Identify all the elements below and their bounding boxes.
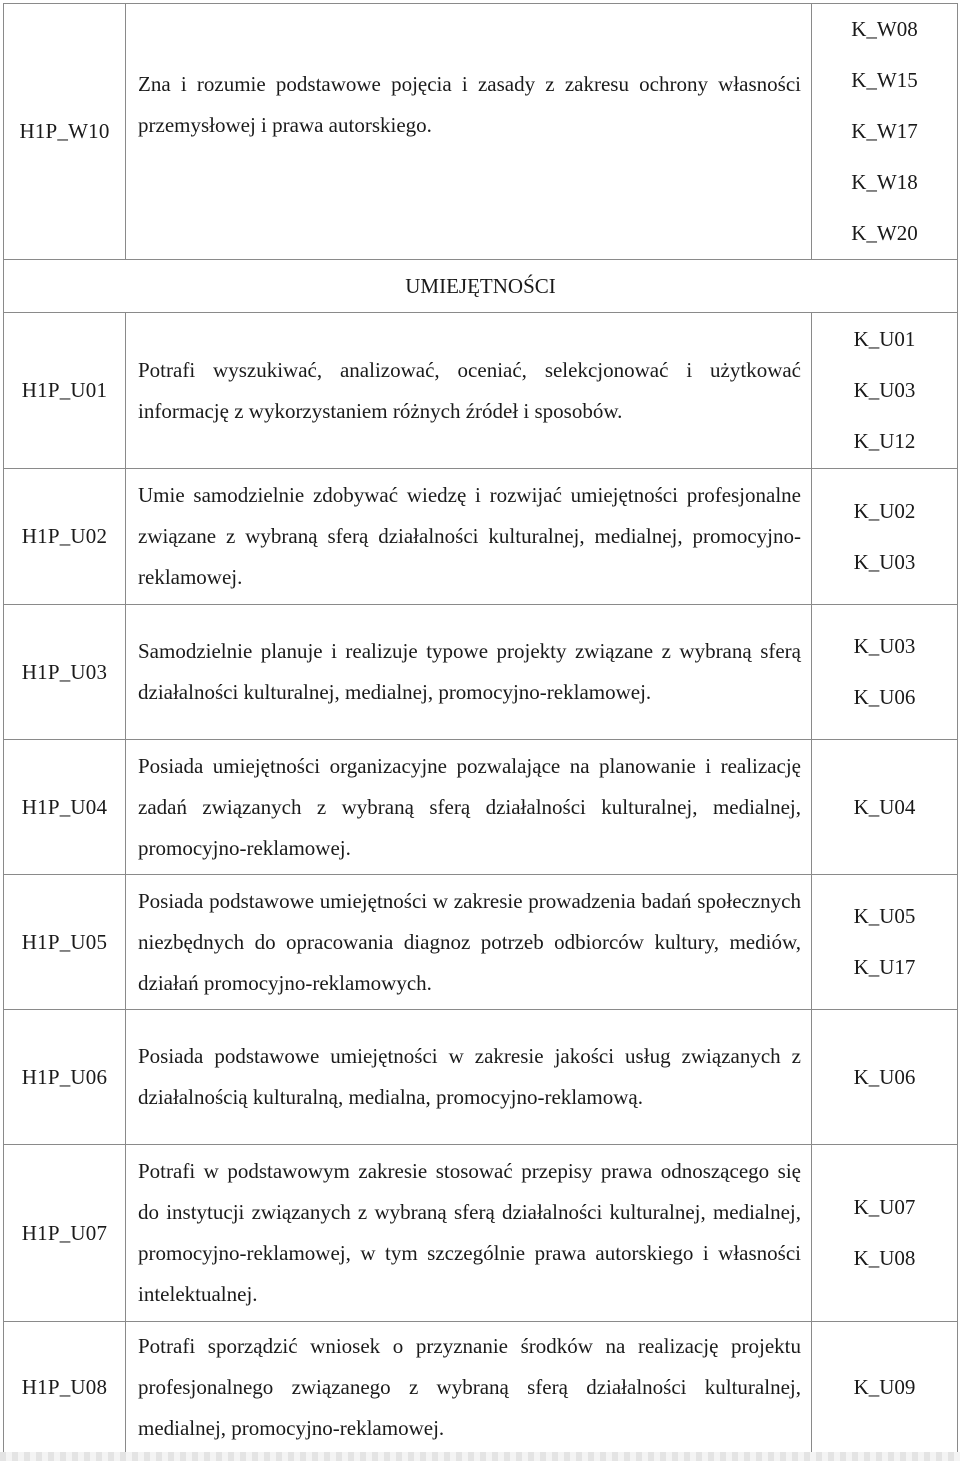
reference-code: K_U07: [853, 1195, 916, 1219]
outcome-description: Posiada podstawowe umiejętności w zakresie jakości usług związanych z działalnością kulturalną, medialna, promocyjno-reklamową.: [126, 1010, 812, 1145]
outcome-code: H1P_U08: [4, 1322, 126, 1454]
reference-code: K_U06: [853, 1064, 916, 1089]
outcome-description: Potrafi sporządzić wniosek o przyznanie środków na realizację projektu profesjonalnego związanego z wybraną sferą działalności kulturalnej, medialnej, promocyjno-reklamowej.: [126, 1322, 812, 1454]
outcome-description: Potrafi w podstawowym zakresie stosować przepisy prawa odnoszącego się do instytucji związanych z wybraną sferą działalności kulturalnej, medialnej, promocyjno-reklamowej, w tym szczególnie prawa autorskiego i własności intelektualnej.: [126, 1145, 812, 1322]
outcome-description: Potrafi wyszukiwać, analizować, oceniać, selekcjonować i użytkować informację z wykorzystaniem różnych źródeł i sposobów.: [126, 313, 812, 469]
reference-code: K_W18: [851, 170, 918, 194]
outcome-description: Samodzielnie planuje i realizuje typowe projekty związane z wybraną sferą działalności kulturalnej, medialnej, promocyjno-reklamowej.: [126, 605, 812, 740]
outcome-references: [812, 875, 958, 1010]
learning-outcomes-document: [3, 3, 958, 1454]
reference-code: K_W08: [851, 17, 918, 41]
outcome-description: Posiada podstawowe umiejętności w zakresie prowadzenia badań społecznych niezbędnych do opracowania diagnoz potrzeb odbiorców kultury, mediów, działań promocyjno-reklamowych.: [126, 875, 812, 1010]
outcome-references: [812, 1322, 958, 1454]
reference-code: K_U04: [853, 794, 916, 819]
outcome-code: H1P_U03: [4, 605, 126, 740]
table-row: [4, 4, 958, 260]
reference-code: K_U01: [853, 327, 916, 351]
table-row: [4, 1145, 958, 1322]
outcome-code: H1P_U02: [4, 469, 126, 605]
section-heading-row: [4, 260, 958, 313]
table-row: [4, 875, 958, 1010]
outcome-description-text: Zna i rozumie podstawowe pojęcia i zasady z zakresu ochrony własności przemysłowej i prawa autorskiego.: [138, 72, 801, 137]
table-row: [4, 313, 958, 469]
outcome-code: H1P_W10: [4, 4, 126, 260]
table-row: [4, 740, 958, 875]
outcome-code: H1P_U05: [4, 875, 126, 1010]
reference-code: K_U08: [853, 1246, 916, 1270]
reference-code: K_U12: [853, 429, 916, 453]
outcome-code: H1P_U04: [4, 740, 126, 875]
reference-code: K_W20: [851, 221, 918, 245]
reference-code: K_U17: [853, 955, 916, 979]
reference-code: K_U03: [853, 549, 916, 574]
reference-code: K_W15: [851, 68, 918, 92]
outcome-references: [812, 4, 958, 260]
outcome-code: H1P_U01: [4, 313, 126, 469]
reference-code: K_U05: [853, 904, 916, 928]
reference-code: K_U06: [853, 685, 916, 709]
section-heading: UMIEJĘTNOŚCI: [4, 260, 958, 313]
outcome-description: Posiada umiejętności organizacyjne pozwalające na planowanie i realizację zadań związanych z wybraną sferą działalności kulturalnej, medialnej, promocyjno-reklamowej.: [126, 740, 812, 875]
reference-code: K_U02: [853, 498, 916, 523]
outcome-references: [812, 740, 958, 875]
page-bottom-edge: [0, 1452, 960, 1461]
reference-code: K_U03: [853, 634, 916, 658]
reference-code: K_U09: [853, 1375, 916, 1399]
reference-code: K_W17: [851, 119, 918, 143]
outcome-references: [812, 605, 958, 740]
outcome-references: [812, 313, 958, 469]
table-row: [4, 1010, 958, 1145]
table-row: [4, 605, 958, 740]
outcome-references: [812, 1145, 958, 1322]
outcome-references: [812, 469, 958, 605]
outcome-description: Umie samodzielnie zdobywać wiedzę i rozwijać umiejętności profesjonalne związane z wybraną sferą działalności kulturalnej, medialnej, promocyjno-reklamowej.: [126, 469, 812, 605]
table-row: [4, 469, 958, 605]
reference-code: K_U03: [853, 378, 916, 402]
outcome-references: [812, 1010, 958, 1145]
outcome-description: [126, 4, 812, 260]
outcome-code: H1P_U06: [4, 1010, 126, 1145]
learning-outcomes-table: [3, 3, 958, 1454]
table-row: [4, 1322, 958, 1454]
outcome-code: H1P_U07: [4, 1145, 126, 1322]
